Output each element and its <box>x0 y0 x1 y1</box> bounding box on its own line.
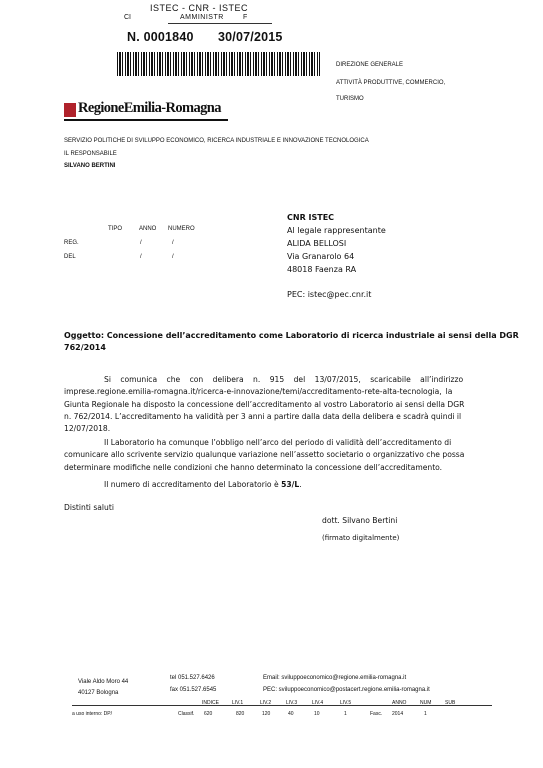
subject-line1: Oggetto: Concessione dell’accreditamento come Laboratorio di ricerca industriale ai sensi della DGR <box>64 331 519 340</box>
body-line: Il Laboratorio ha comunque l’obbligo nell’arco del periodo di validità dell’accreditamento di <box>104 438 452 447</box>
subject-line2: 762/2014 <box>64 343 106 352</box>
signature-note: (firmato digitalmente) <box>322 534 400 542</box>
closing: Distinti saluti <box>64 503 114 512</box>
class-header: LIV.2 <box>260 700 272 706</box>
recipient-street: Via Granarolo 64 <box>287 252 355 261</box>
class-header: NUM <box>420 700 432 706</box>
region-logo-mark <box>64 103 76 117</box>
stamp-org-line: ISTEC - CNR - ISTEC <box>150 3 249 13</box>
body-line: comunicare allo scrivente servizio qualunque variazione nell’assetto societario o organizzativo che possa <box>64 450 465 460</box>
class-value: 820 <box>236 711 245 717</box>
del-row-slash: / <box>172 254 174 260</box>
class-value: 620 <box>204 711 213 717</box>
footer-address-city: 40127 Bologna <box>78 690 119 696</box>
footer-email: Email: sviluppoeconomico@regione.emilia-romagna.it <box>263 675 407 681</box>
directorate-line2: ATTIVITÀ PRODUTTIVE, COMMERCIO, <box>336 80 446 86</box>
body-line: 12/07/2018. <box>64 424 111 434</box>
recipient-line: Al legale rappresentante <box>287 226 386 235</box>
service-name: SERVIZIO POLITICHE DI SVILUPPO ECONOMICO, RICERCA INDUSTRIALE E INNOVAZIONE TECNOLOGICA <box>64 138 369 144</box>
directorate-line1: DIREZIONE GENERALE <box>336 62 404 68</box>
reg-header-tipo: TIPO <box>108 226 123 232</box>
class-header: LIV.5 <box>340 700 352 706</box>
class-header: LIV.4 <box>312 700 324 706</box>
accreditation-number: 53/L <box>281 480 300 489</box>
stamp-ci: CI <box>124 14 131 21</box>
recipient-name: ALIDA BELLOSI <box>287 239 347 248</box>
service-head-name: SILVANO BERTINI <box>64 163 116 169</box>
stamp-f: F <box>243 14 248 21</box>
class-value: 1 <box>424 711 427 717</box>
body-paragraph-1 <box>64 374 464 435</box>
reg-header-numero: NUMERO <box>168 226 195 232</box>
class-value: 10 <box>314 711 320 717</box>
reg-row-slash: / <box>172 240 174 246</box>
stamp-amministr: AMMINISTR <box>180 14 224 21</box>
accreditation-text: Il numero di accreditamento del Laboratorio è <box>104 480 282 489</box>
footer-tel: tel 051.527.6426 <box>170 675 215 681</box>
class-header: LIV.3 <box>286 700 298 706</box>
protocol-date: 30/07/2015 <box>218 30 283 44</box>
body-paragraph-3 <box>104 479 302 491</box>
recipient-city: 48018 Faenza RA <box>287 265 357 274</box>
reg-header-anno: ANNO <box>139 226 157 232</box>
class-header: INDICE <box>202 700 219 706</box>
protocol-number: N. 0001840 <box>127 30 194 44</box>
del-row-slash: / <box>140 254 142 260</box>
accreditation-period: . <box>299 480 302 489</box>
body-line: n. 762/2014. L’accreditamento ha validità per 3 anni a partire dalla data della delibera e scadrà quindi il <box>64 411 462 421</box>
body-line: determinare modifiche nelle condizioni che hanno determinato la concessione dell’accreditamento. <box>64 462 443 472</box>
barcode <box>117 52 320 76</box>
directorate-line3: TURISMO <box>336 96 364 102</box>
classification-block <box>72 699 492 721</box>
service-role: IL RESPONSABILE <box>64 151 117 157</box>
footer-fax: fax 051.527.6545 <box>170 687 217 693</box>
footer-address-street: Viale Aldo Moro 44 <box>78 679 129 685</box>
body-line: imprese.regione.emilia-romagna.it/ricerca-e-innovazione/temi/accreditamento-rete-alta-tecnologia, la <box>64 387 453 397</box>
reg-row-slash: / <box>140 240 142 246</box>
class-value: 2014 <box>392 711 404 717</box>
body-line: Si comunica che con delibera n. 915 del 13/07/2015, scaricabile all’indirizzo <box>104 375 464 384</box>
body-line: Giunta Regionale ha disposto la concessione dell’accreditamento al vostro Laboratorio ai sensi della DGR <box>64 399 465 409</box>
region-logo-text: RegioneEmilia-Romagna <box>78 100 221 116</box>
class-value: 40 <box>288 711 294 717</box>
class-header: ANNO <box>392 700 407 706</box>
recipient-block <box>287 211 386 301</box>
internal-use-label: a uso interno: DP/ <box>72 711 113 717</box>
body-paragraph-2 <box>64 437 464 474</box>
recipient-org: CNR ISTEC <box>287 213 335 222</box>
class-header: SUB <box>445 700 456 706</box>
signature-name: dott. Silvano Bertini <box>322 516 398 525</box>
stamp-divider <box>168 23 272 24</box>
fasc-label: Fasc. <box>370 711 383 717</box>
footer-pec: PEC: sviluppoeconomico@postacert.regione.emilia-romagna.it <box>263 687 430 693</box>
del-row-label: DEL <box>64 254 76 260</box>
reg-row-label: REG. <box>64 240 79 246</box>
class-value: 120 <box>262 711 271 717</box>
recipient-pec: PEC: istec@pec.cnr.it <box>287 290 372 299</box>
classif-label: Classif. <box>178 711 195 717</box>
class-header: LIV.1 <box>232 700 244 706</box>
class-value: 1 <box>344 711 347 717</box>
logo-underline <box>64 119 228 121</box>
